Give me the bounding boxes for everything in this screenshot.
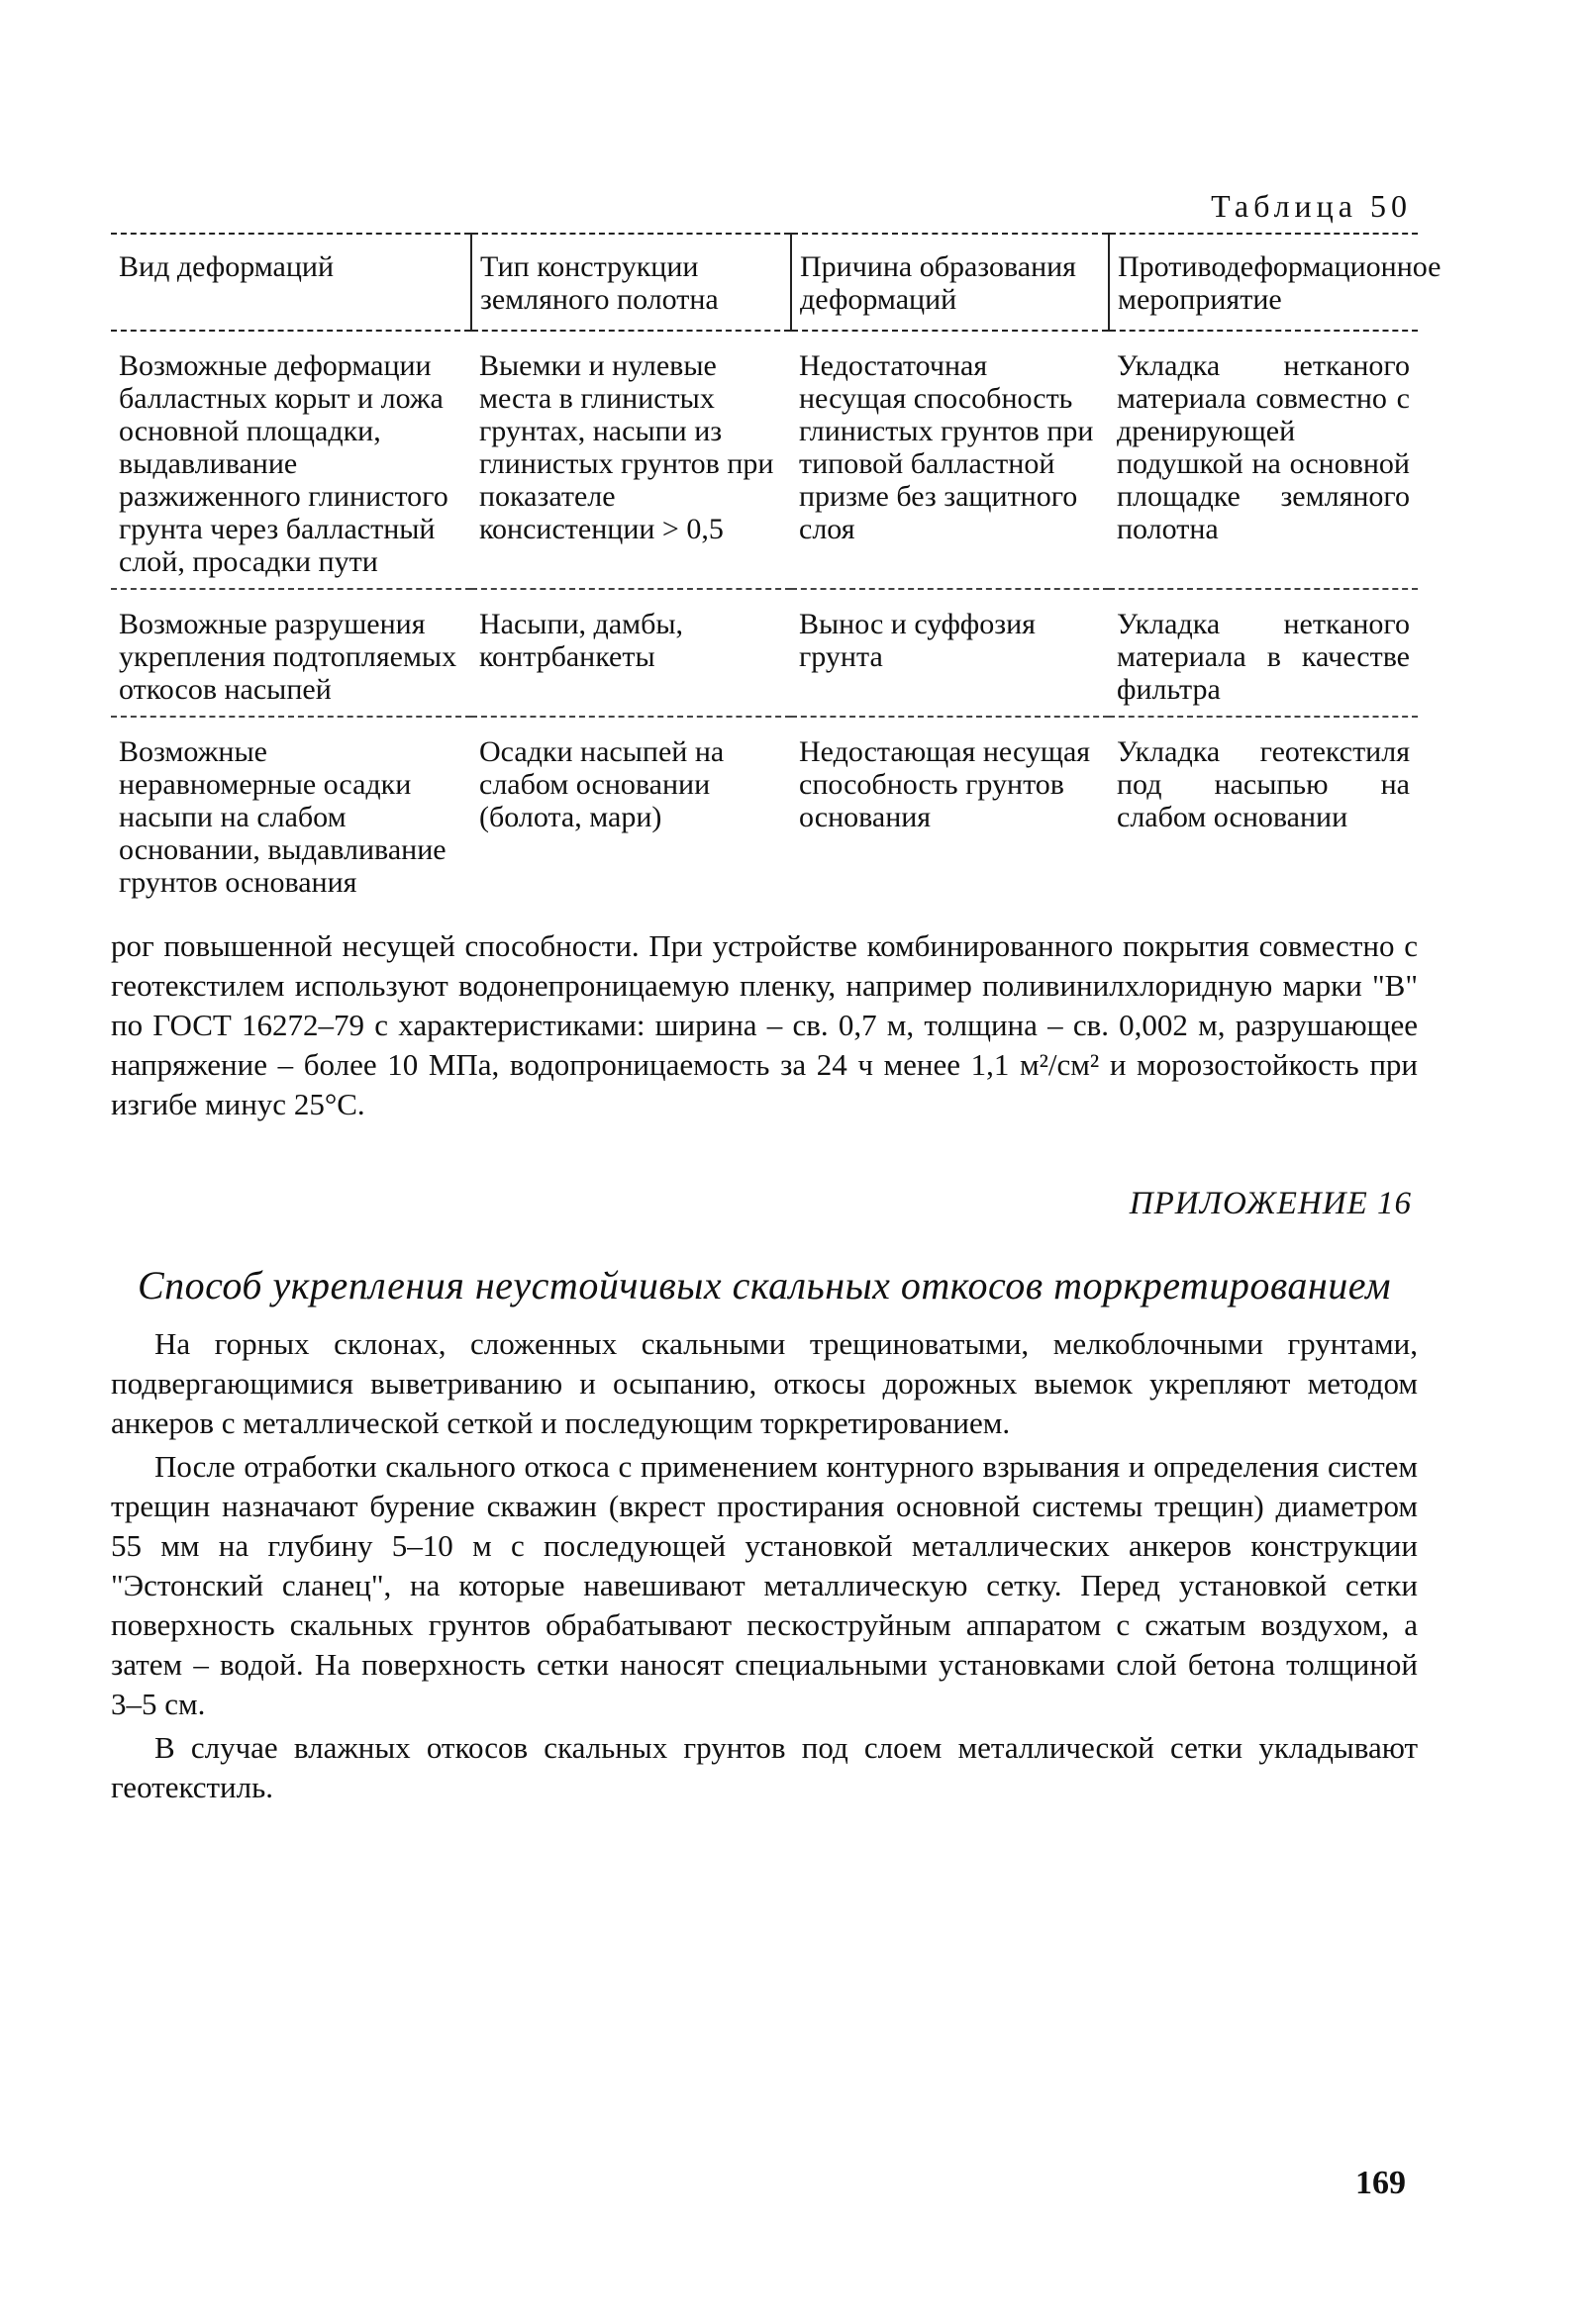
- table-row: [111, 589, 1418, 717]
- section-paragraph: После отработки скального откоса с применением контурного взрывания и определения систем трещин назначают бурение скважин (вкрест простирания основной системы трещин) диаметром 55 мм на глубину 5–10 м с последующей установкой металлических анкеров конструкции "Эстонский сланец", на которые навешивают металлическую сетку. Перед установкой сетки поверхность скальных грунтов обрабатывают пескоструйным аппаратом с сжатым воздухом, а затем – водой. На поверхность сетки наносят специальными установками слой бетона толщиной 3–5 см.: [111, 1449, 1418, 1721]
- table-cell: Недостающая несущая способность грунтов основания: [799, 735, 1091, 833]
- page-number: 169: [1355, 2165, 1406, 2201]
- page-content: [111, 188, 1442, 1811]
- header-construction-type: Тип конструкции земляного полотна: [471, 234, 791, 331]
- table-cell: Укладка нетканого материала в качестве фильтра: [1109, 589, 1418, 717]
- deformation-table: [111, 233, 1442, 909]
- table-cell: Укладка нетканого материала совместно с дренирующей подушкой на основной площадке земляного полотна: [1109, 331, 1418, 589]
- table-row: [111, 717, 1418, 909]
- table-cell: Возможные неравномерные осадки насыпи на слабом основании, выдавливание грунтов основания: [119, 735, 447, 899]
- continuation-paragraph: рог повышенной несущей способности. При устройстве комбинированного покрытия совместно с геотекстилем используют водонепроницаемую пленку, например поливинилхлоридную марки "В" по ГОСТ 16272–79 с характеристиками: ширина – св. 0,7 м, толщина – св. 0,002 м, разрушающее напряжение – более 10 МПа, водопроницаемость за 24 ч менее 1,1 м²/см² и морозостойкость при изгибе минус 25°С.: [111, 928, 1418, 1121]
- table-cell: Осадки насыпей на слабом основании (болота, мари): [479, 735, 725, 833]
- table-cell: Вынос и суффозия грунта: [791, 589, 1109, 717]
- header-countermeasure: Противодеформационное мероприятие: [1109, 234, 1418, 331]
- table-cell: Выемки и нулевые места в глинистых грунтах, насыпи из глинистых грунтов при показателе консистенции > 0,5: [471, 331, 791, 589]
- header-deformation-cause: Причина образования деформаций: [791, 234, 1109, 331]
- header-deformation-type: Вид деформаций: [111, 234, 471, 331]
- table-cell: Возможные деформации балластных корыт и ложа основной площадки, выдавливание разжиженного глинистого грунта через балластный слой, просадки пути: [111, 331, 471, 589]
- table-cell: Возможные разрушения укрепления подтопляемых откосов насыпей: [111, 589, 471, 717]
- continuation-text: [111, 926, 1418, 1124]
- table-cell: Укладка геотекстиля под насыпью на слабом основании: [1117, 735, 1410, 833]
- section-paragraph: На горных склонах, сложенных скальными трещиноватыми, мелкоблочными грунтами, подвергающимися выветриванию и осыпанию, откосы дорожных выемок укрепляют методом анкеров с металлической сеткой и последующим торкретированием.: [111, 1326, 1418, 1440]
- table-header-row: [111, 234, 1418, 331]
- section-title: Способ укрепления неустойчивых скальных откосов торкретированием: [137, 1263, 1392, 1307]
- table-row: [111, 331, 1418, 589]
- table-cell: Недостаточная несущая способность глинистых грунтов при типовой балластной призме без защитного слоя: [791, 331, 1109, 589]
- table-label: Таблица 50: [1211, 188, 1412, 224]
- section-paragraph: В случае влажных откосов скальных грунтов под слоем металлической сетки укладывают геотекстиль.: [111, 1730, 1418, 1804]
- section-body: [111, 1324, 1418, 1807]
- appendix-label: ПРИЛОЖЕНИЕ 16: [1129, 1186, 1412, 1221]
- table-cell: Насыпи, дамбы, контрбанкеты: [471, 589, 791, 717]
